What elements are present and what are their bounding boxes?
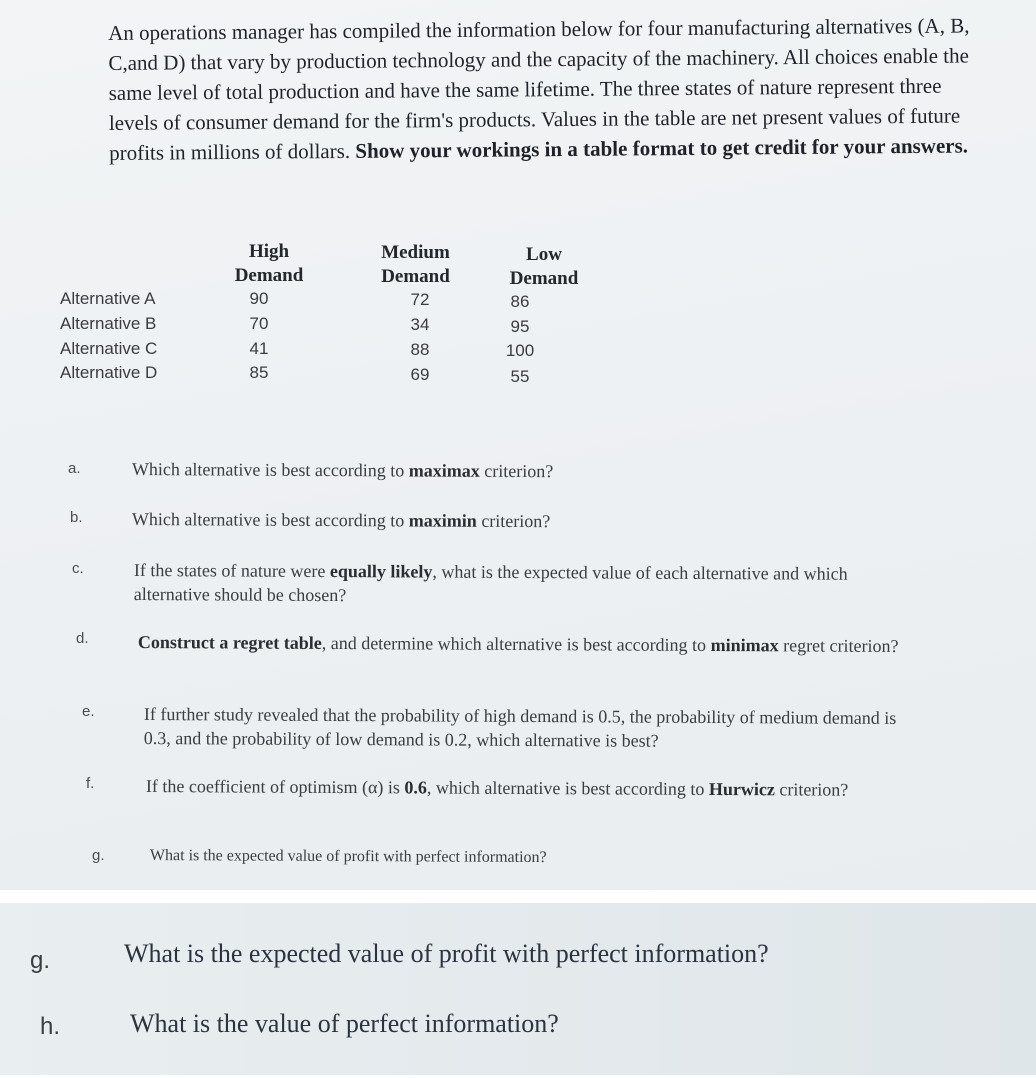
cell-d-high: 85 <box>249 363 269 382</box>
header-line: Demand <box>381 266 450 287</box>
header-line: Medium <box>381 242 450 263</box>
cell-b-medium: 34 <box>410 315 430 334</box>
cell-d-medium: 69 <box>410 365 430 384</box>
question-emphasis: maximax <box>408 460 480 481</box>
question-emphasis: equally likely <box>329 561 433 582</box>
cell-c-low: 100 <box>505 341 535 360</box>
question-d <box>138 630 928 658</box>
header-low-demand <box>504 243 584 291</box>
header-line: Low <box>526 244 562 265</box>
strip-letter-g: g. <box>30 947 51 974</box>
problem-statement <box>108 10 989 168</box>
question-text: , what is the expected value of each alternative and which alternative should be chosen? <box>133 561 848 606</box>
strip-question-h: What is the value of perfect information? <box>130 1009 559 1038</box>
question-text: regret criterion? <box>778 635 899 656</box>
question-emphasis: Construct a regret table <box>137 632 322 653</box>
question-g: What is the expected value of profit with perfect information? <box>149 846 547 867</box>
question-text: criterion? <box>774 779 849 800</box>
header-high-demand <box>224 240 314 288</box>
strip-letter-h: h. <box>40 1013 61 1040</box>
header-medium-demand <box>368 241 463 289</box>
cell-c-high: 41 <box>249 339 269 358</box>
question-emphasis: maximin <box>408 510 477 531</box>
question-c <box>134 558 914 610</box>
header-line: Demand <box>509 268 579 289</box>
header-line: High <box>248 241 290 262</box>
question-letter-d: d. <box>76 630 89 647</box>
question-text: Which alternative is best according to <box>131 458 409 481</box>
question-e: If further study revealed that the probability of high demand is 0.5, the probability of medium demand is 0.3, and the probability of low demand is 0.2, which alternative is best? <box>143 704 897 751</box>
question-emphasis: Hurwicz <box>708 778 775 800</box>
cell-a-medium: 72 <box>410 290 430 309</box>
row-label-b: Alternative B <box>60 314 157 333</box>
question-a <box>132 457 892 485</box>
cell-a-high: 90 <box>249 289 269 308</box>
problem-text: An operations manager has compiled the information below for four manufacturing alternatives (A, B, C,and D) that vary by production technology and the capacity of the machinery. All choices enable the same level of total production and have the same lifetime. The three states of nature represent three levels of consumer demand for the firm's products. Values in the table are net present values of future profits in millions of dollars. <box>108 13 970 165</box>
question-text: , and determine which alternative is best according to <box>321 632 711 655</box>
row-label-d: Alternative D <box>60 363 158 382</box>
cell-c-medium: 88 <box>410 340 430 359</box>
question-emphasis: minimax <box>710 634 779 656</box>
question-letter-e: e. <box>82 703 95 720</box>
instruction-text: Show your workings in a table format to get credit for your answers. <box>355 133 969 163</box>
row-label-a: Alternative A <box>60 289 156 308</box>
question-text: Which alternative is best according to <box>131 508 409 531</box>
question-text: criterion? <box>479 460 554 482</box>
row-label-c: Alternative C <box>60 339 158 358</box>
question-letter-a: a. <box>68 460 81 477</box>
cell-b-low: 95 <box>510 317 530 336</box>
question-letter-b: b. <box>70 509 83 526</box>
question-f <box>146 774 906 802</box>
question-text: If the states of nature were <box>133 560 330 582</box>
cell-a-low: 86 <box>510 292 530 311</box>
strip-question-g: What is the expected value of profit with perfect information? <box>124 939 769 968</box>
cropped-question-strip <box>0 903 1036 1075</box>
question-letter-c: c. <box>72 560 84 577</box>
question-letter-g: g. <box>92 847 105 864</box>
header-line: Demand <box>234 265 304 286</box>
cell-d-low: 55 <box>510 367 530 386</box>
question-text: criterion? <box>476 510 551 532</box>
cell-b-high: 70 <box>249 314 269 333</box>
question-letter-f: f. <box>86 775 95 792</box>
question-b <box>132 507 892 535</box>
question-text: , which alternative is best according to <box>426 777 709 799</box>
question-emphasis: 0.6 <box>404 777 428 798</box>
question-text: If the coefficient of optimism (α) is <box>145 776 405 798</box>
